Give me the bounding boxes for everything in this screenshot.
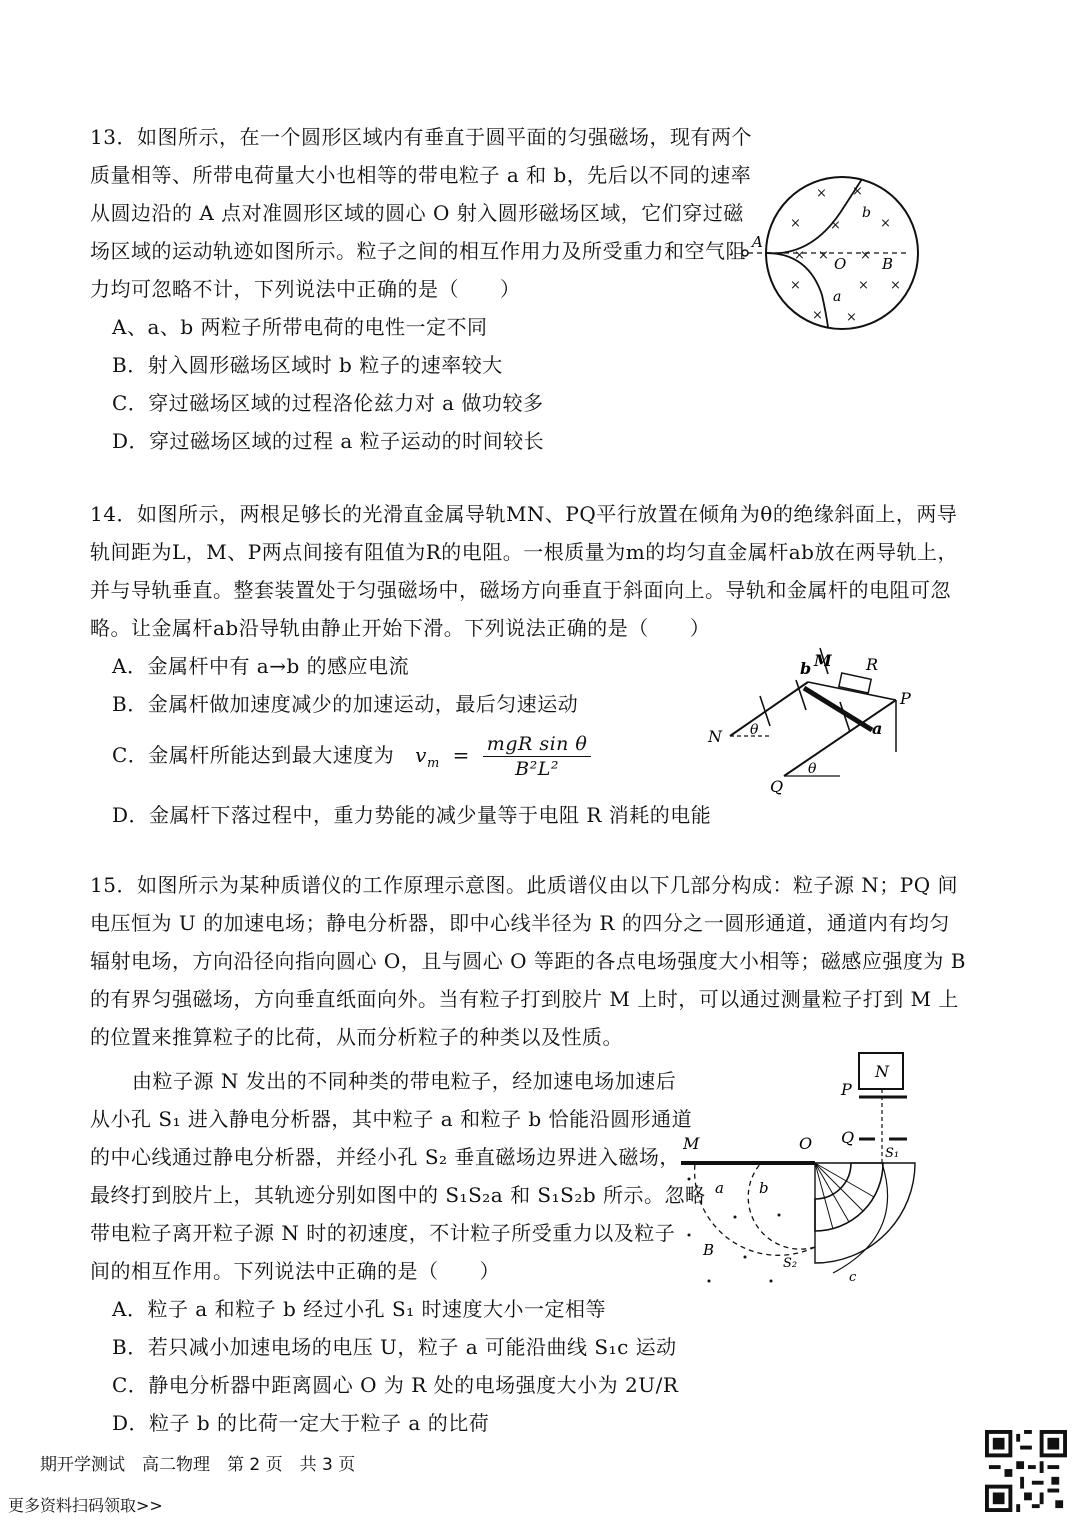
cross: × [818, 248, 829, 263]
rail-mn [730, 682, 808, 736]
q14-line-3: 并与导轨垂直。整套装置处于匀强磁场中，磁场方向垂直于斜面向上。导轨和金属杆的电阻可忽 [90, 578, 951, 602]
field-dot [688, 1178, 691, 1181]
label-P: P [900, 689, 911, 708]
q15-option-b: B．若只减小加速电场的电压 U，粒子 a 可能沿曲线 S₁c 运动 [112, 1335, 677, 1359]
field-dot [734, 1216, 737, 1219]
q13-line-2: 质量相等、所带电荷量大小也相等的带电粒子 a 和 b，先后以不同的速率 [90, 163, 752, 187]
cross: × [858, 278, 869, 293]
more-resources-link[interactable]: 更多资料扫码领取>> [8, 1496, 163, 1515]
label-Q: Q [841, 1128, 855, 1147]
max-speed-fraction [483, 732, 592, 781]
label-Q: Q [770, 777, 784, 796]
label-theta-1: θ [750, 722, 759, 738]
q15-figure-mass-spectrometer [675, 1045, 940, 1295]
q15-para2-line-4: 最终打到胶片上，其轨迹分别如图中的 S₁S₂a 和 S₁S₂b 所示。忽略 [90, 1183, 706, 1207]
equals-sign: = [452, 743, 470, 767]
q13-line-3: 从圆边沿的 A 点对准圆形区域的圆心 O 射入圆形磁场区域，它们穿过磁 [90, 201, 744, 225]
label-a: a [872, 719, 883, 738]
q13-option-b: B．射入圆形磁场区域时 b 粒子的速率较大 [112, 353, 503, 377]
field-arrow [760, 696, 770, 726]
cross: × [846, 310, 857, 325]
label-theta-2: θ [808, 761, 817, 777]
cross: × [880, 216, 891, 231]
source-point [742, 250, 748, 256]
label-O: O [799, 1134, 813, 1153]
q15-para2-line-2: 从小孔 S₁ 进入静电分析器，其中粒子 a 和粒子 b 恰能沿圆形通道 [90, 1107, 693, 1131]
q15-option-c: C．静电分析器中距离圆心 O 为 R 处的电场强度大小为 2U/R [112, 1373, 679, 1397]
q15-para2-line-1: 由粒子源 N 发出的不同种类的带电粒子，经加速电场加速后 [132, 1069, 677, 1093]
q14-option-a: A．金属杆中有 a→b 的感应电流 [112, 654, 410, 678]
fraction-denominator: B²L² [515, 758, 559, 780]
cross: × [860, 248, 871, 263]
q14-option-c-text: C．金属杆所能达到最大速度为 [112, 743, 395, 767]
q15-option-a: A．粒子 a 和粒子 b 经过小孔 S₁ 时速度大小一定相等 [112, 1297, 607, 1321]
fraction-numerator: mgR sin θ [483, 732, 592, 757]
label-c: c [849, 1270, 857, 1285]
question-13 [90, 118, 752, 460]
cross: × [890, 278, 901, 293]
q14-figure-incline-rails [700, 640, 930, 800]
label-M: M [683, 1134, 700, 1153]
v-subscript: m [426, 756, 440, 771]
q13-figure-circle-field [730, 165, 920, 335]
q13-line-4: 场区域的运动轨迹如图所示。粒子之间的相互作用力及所受重力和空气阻 [90, 239, 746, 263]
cross: × [790, 216, 801, 231]
max-speed-symbol [415, 743, 440, 771]
q15-para2-line-6: 间的相互作用。下列说法中正确的是（ ） [90, 1259, 500, 1283]
q15-line-2: 电压恒为 U 的加速电场；静电分析器，即中心线半径为 R 的四分之一圆形通道，通道内有均匀 [90, 911, 950, 935]
field-dot [778, 1214, 781, 1217]
cross: × [830, 218, 841, 233]
label-N: N [708, 727, 722, 746]
qr-code-icon [985, 1430, 1067, 1512]
q13-option-c: C．穿过磁场区域的过程洛伦兹力对 a 做功较多 [112, 391, 544, 415]
label-P: P [841, 1080, 852, 1099]
q15-para2-line-5: 带电粒子离开粒子源 N 时的初速度，不计粒子所受重力以及粒子 [90, 1221, 676, 1245]
label-A: A [752, 233, 763, 251]
q14-option-b: B．金属杆做加速度减少的加速运动，最后匀速运动 [112, 692, 579, 716]
label-b: b [862, 205, 871, 221]
label-M: M [814, 651, 832, 670]
q13-line-5: 力均可忽略不计，下列说法中正确的是（ ） [90, 277, 521, 301]
page-footer: 期开学测试 高二物理 第 2 页 共 3 页 [40, 1455, 356, 1475]
label-a: a [833, 289, 842, 305]
trajectory-b [748, 1163, 815, 1249]
trajectory-b [766, 179, 862, 253]
q15-line-3: 辐射电场，方向沿径向指向圆心 O，且与圆心 O 等距的各点电场强度大小相等；磁感应强度为 B [90, 949, 966, 973]
q15-line-1: 15．如图所示为某种质谱仪的工作原理示意图。此质谱仪由以下几部分构成：粒子源 N；PQ 间 [90, 873, 959, 897]
q15-para2-line-3: 的中心线通过静电分析器，并经小孔 S₂ 垂直磁场边界进入磁场， [90, 1145, 680, 1169]
label-b: b [800, 659, 812, 678]
q15-line-4: 的有界匀强磁场，方向垂直纸面向外。当有粒子打到胶片 M 上时，可以通过测量粒子打到 M 上 [90, 987, 959, 1011]
q14-line-4: 略。让金属杆ab沿导轨由静止开始下滑。下列说法正确的是（ ） [90, 616, 711, 640]
label-N: N [875, 1062, 889, 1081]
rod-ab [804, 688, 872, 730]
cross: × [816, 186, 827, 201]
field-dot [770, 1280, 773, 1283]
field-dot [708, 1280, 711, 1283]
q15-option-d: D．粒子 b 的比荷一定大于粒子 a 的比荷 [112, 1411, 490, 1435]
q14-line-2: 轨间距为L，M、P两点间接有阻值为R的电阻。一根质量为m的均匀直金属杆ab放在两导轨上， [90, 540, 958, 564]
label-b: b [759, 1179, 769, 1197]
cross: × [790, 278, 801, 293]
cross: × [812, 308, 823, 323]
cross: × [794, 248, 805, 263]
q13-option-d: D．穿过磁场区域的过程 a 粒子运动的时间较长 [112, 429, 545, 453]
q13-line-1: 13．如图所示，在一个圆形区域内有垂直于圆平面的匀强磁场，现有两个 [90, 125, 752, 149]
q14-option-d: D．金属杆下落过程中，重力势能的减少量等于电阻 R 消耗的电能 [112, 803, 712, 827]
curve-c [833, 1163, 888, 1273]
label-R: R [866, 655, 879, 674]
label-S1: S₁ [885, 1146, 900, 1161]
label-B: B [703, 1241, 715, 1259]
field-dot [744, 1256, 747, 1259]
v-symbol: v [415, 743, 427, 767]
cross: × [852, 184, 863, 199]
label-B: B [882, 255, 894, 273]
q13-option-a: A、a、b 两粒子所带电荷的电性一定不同 [112, 315, 488, 339]
field-dot [688, 1234, 691, 1237]
label-O: O [834, 255, 847, 273]
label-S2: S₂ [783, 1256, 798, 1271]
q15-line-5: 的位置来推算粒子的比荷，从而分析粒子的种类以及性质。 [90, 1025, 623, 1049]
q14-line-1: 14．如图所示，两根足够长的光滑直金属导轨MN、PQ平行放置在倾角为θ的绝缘斜面上，两导 [90, 502, 958, 526]
label-a: a [715, 1179, 724, 1197]
